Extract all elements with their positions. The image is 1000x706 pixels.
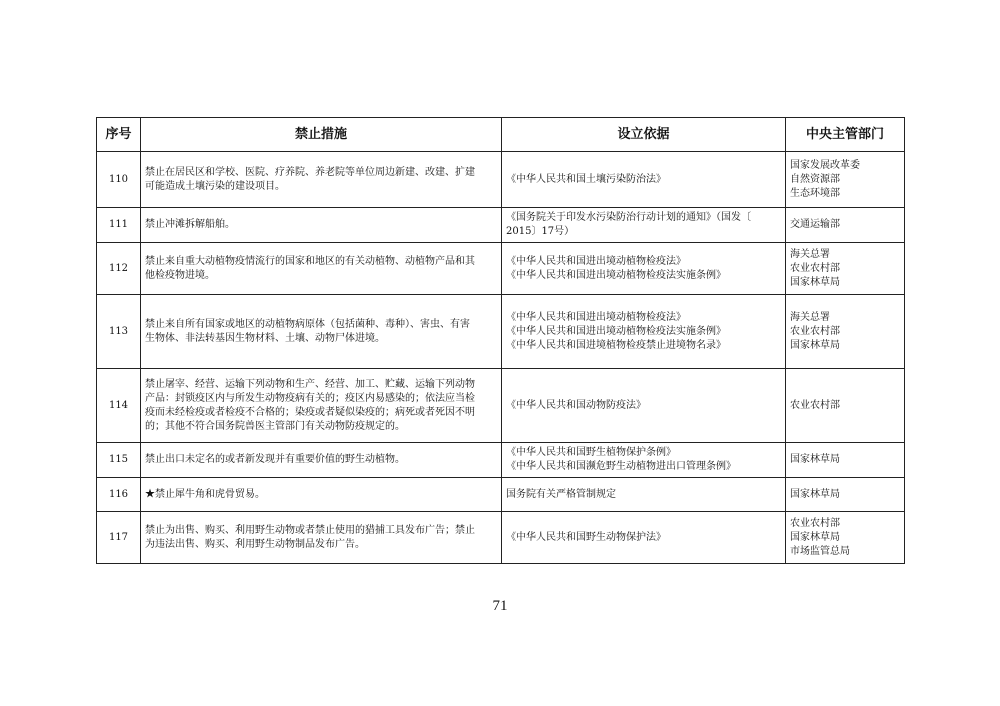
department-line: 农业农村部 <box>790 325 840 337</box>
measure-line: 生物体、非法转基因生物材料、土壤、动物尸体进境。 <box>145 332 385 344</box>
measure-line: 为违法出售、购买、利用野生动物制品发布广告。 <box>145 538 365 550</box>
measure-cell <box>141 512 502 564</box>
department-line: 自然资源部 <box>790 173 840 185</box>
legal-basis-cell <box>502 243 786 295</box>
measure-line: 禁止来自重大动植物疫情流行的国家和地区的有关动植物、动植物产品和其 <box>145 255 475 267</box>
header-serial-no: 序号 <box>97 118 141 152</box>
measure-cell <box>141 208 502 243</box>
department-line: 生态环境部 <box>790 187 840 199</box>
legal-basis-line: 《中华人民共和国进出境动植物检疫法实施条例》 <box>506 325 726 337</box>
department-line: 国家林草局 <box>790 276 840 288</box>
legal-basis-line: 《国务院关于印发水污染防治行动计划的通知》（国发〔 <box>506 212 751 223</box>
department-cell <box>786 152 905 208</box>
department-line: 交通运输部 <box>790 219 840 230</box>
table-row <box>97 512 905 564</box>
prohibition-measures-table <box>96 117 905 564</box>
serial-number-cell: 111 <box>97 208 141 243</box>
table-header-row <box>97 118 905 152</box>
serial-number-cell: 110 <box>97 152 141 208</box>
table-row <box>97 243 905 295</box>
measure-line: 产品：封锁疫区内与所发生动物疫病有关的；疫区内易感染的；依法应当检 <box>145 392 475 404</box>
measure-line: 禁止来自所有国家或地区的动植物病原体（包括菌种、毒种）、害虫、有害 <box>145 318 470 330</box>
legal-basis-line: 国务院有关严格管制规定 <box>506 488 616 500</box>
department-line: 国家林草局 <box>790 531 840 543</box>
page-number: 71 <box>492 598 508 614</box>
serial-number-cell: 116 <box>97 478 141 512</box>
department-line: 农业农村部 <box>790 517 840 529</box>
legal-basis-line: 《中华人民共和国进出境动植物检疫法实施条例》 <box>506 269 726 281</box>
legal-basis-cell <box>502 443 786 478</box>
department-cell <box>786 243 905 295</box>
measure-line: 禁止为出售、购买、利用野生动物或者禁止使用的猎捕工具发布广告；禁止 <box>145 524 475 536</box>
department-cell <box>786 295 905 369</box>
legal-basis-line: 《中华人民共和国野生动物保护法》 <box>506 531 666 543</box>
measure-cell <box>141 295 502 369</box>
legal-basis-cell <box>502 208 786 243</box>
department-line: 农业农村部 <box>790 262 840 274</box>
measure-line: 禁止屠宰、经营、运输下列动物和生产、经营、加工、贮藏、运输下列动物 <box>145 378 475 390</box>
header-prohibition-measure: 禁止措施 <box>141 118 502 152</box>
department-line: 海关总署 <box>790 311 830 323</box>
table-row <box>97 152 905 208</box>
legal-basis-line: 《中华人民共和国濒危野生动植物进出口管理条例》 <box>506 461 736 472</box>
measure-line: 疫而未经检疫或者检疫不合格的；染疫或者疑似染疫的；病死或者死因不明 <box>145 406 475 418</box>
department-cell <box>786 512 905 564</box>
measure-line: 禁止出口未定名的或者新发现并有重要价值的野生动植物。 <box>145 454 405 465</box>
serial-number-cell: 113 <box>97 295 141 369</box>
department-line: 农业农村部 <box>790 399 840 411</box>
department-line: 国家林草局 <box>790 339 840 351</box>
department-cell <box>786 369 905 443</box>
legal-basis-line: 《中华人民共和国进境植物检疫禁止进境物名录》 <box>506 339 726 351</box>
table-row <box>97 443 905 478</box>
department-line: 国家林草局 <box>790 454 840 465</box>
measure-line: ★禁止犀牛角和虎骨贸易。 <box>145 488 265 500</box>
measure-cell <box>141 369 502 443</box>
department-cell <box>786 208 905 243</box>
serial-number-cell: 114 <box>97 369 141 443</box>
legal-basis-line: 《中华人民共和国进出境动植物检疫法》 <box>506 255 686 267</box>
legal-basis-line: 《中华人民共和国动物防疫法》 <box>506 399 646 411</box>
department-cell <box>786 443 905 478</box>
department-line: 国家林草局 <box>790 488 840 500</box>
legal-basis-line: 2015〕17号） <box>506 226 575 237</box>
legal-basis-cell <box>502 478 786 512</box>
table-row <box>97 369 905 443</box>
measure-line: 可能造成土壤污染的建设项目。 <box>145 180 285 192</box>
measure-cell <box>141 243 502 295</box>
department-line: 国家发展改革委 <box>790 159 860 171</box>
legal-basis-cell <box>502 512 786 564</box>
legal-basis-line: 《中华人民共和国野生植物保护条例》 <box>506 447 676 458</box>
legal-basis-cell <box>502 152 786 208</box>
legal-basis-cell <box>502 369 786 443</box>
legal-basis-line: 《中华人民共和国进出境动植物检疫法》 <box>506 311 686 323</box>
measure-line: 他检疫物进境。 <box>145 269 215 281</box>
legal-basis-line: 《中华人民共和国土壤污染防治法》 <box>506 173 666 185</box>
table-row <box>97 478 905 512</box>
measure-line: 的；其他不符合国务院兽医主管部门有关动物防疫规定的。 <box>145 420 405 432</box>
department-cell <box>786 478 905 512</box>
header-central-department: 中央主管部门 <box>786 118 905 152</box>
serial-number-cell: 117 <box>97 512 141 564</box>
serial-number-cell: 112 <box>97 243 141 295</box>
table-row <box>97 208 905 243</box>
measure-line: 禁止在居民区和学校、医院、疗养院、养老院等单位周边新建、改建、扩建 <box>145 166 475 178</box>
department-line: 海关总署 <box>790 248 830 260</box>
measure-cell <box>141 443 502 478</box>
table-row <box>97 295 905 369</box>
measure-cell <box>141 478 502 512</box>
header-legal-basis: 设立依据 <box>502 118 786 152</box>
legal-basis-cell <box>502 295 786 369</box>
measure-cell <box>141 152 502 208</box>
measure-line: 禁止冲滩拆解船舶。 <box>145 219 235 230</box>
serial-number-cell: 115 <box>97 443 141 478</box>
department-line: 市场监管总局 <box>790 545 850 557</box>
